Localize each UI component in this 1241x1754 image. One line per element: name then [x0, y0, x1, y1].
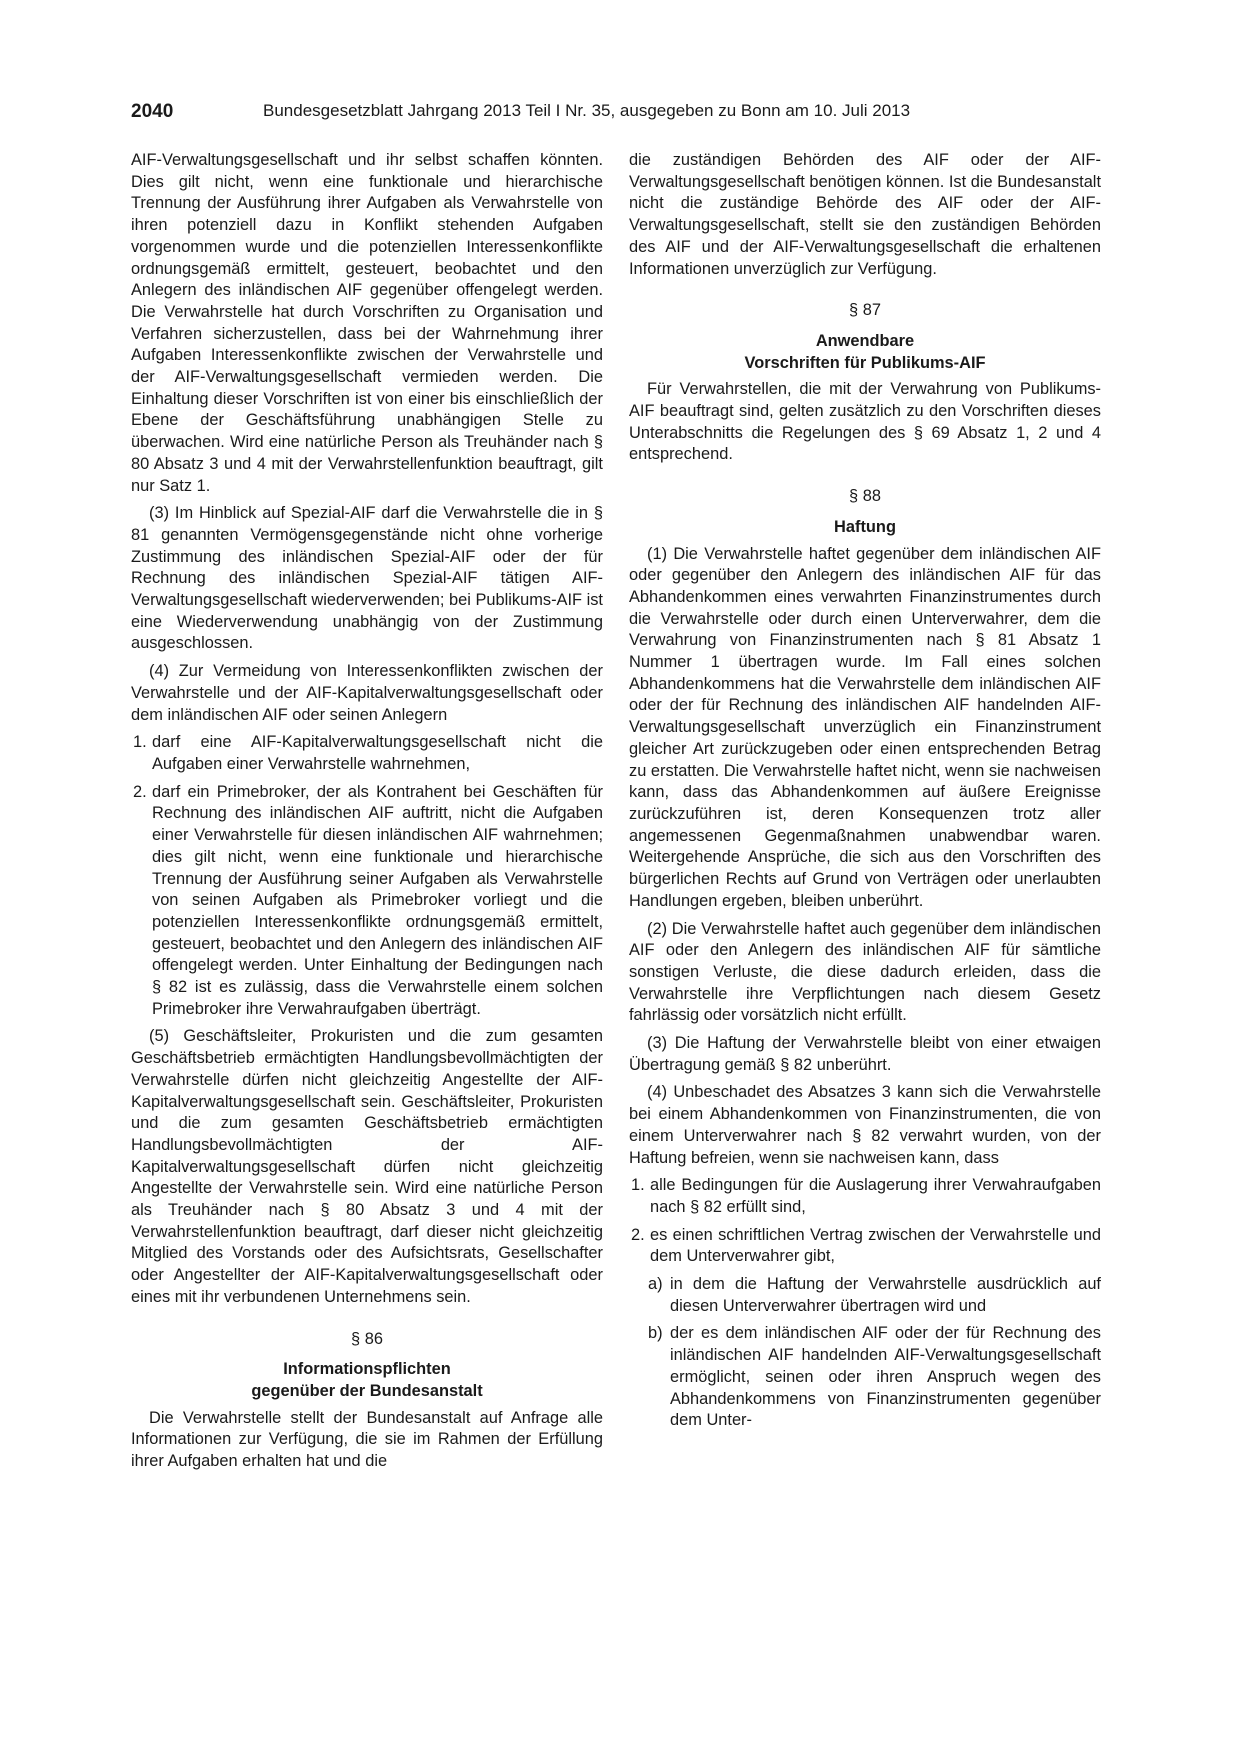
section-86-title [131, 1359, 603, 1402]
list-item [629, 1225, 1101, 1268]
section-87-paragraph-1: Für Verwahrstellen, die mit der Verwahrung von Publikums-AIF beauftragt sind, gelten zusätzlich zu den Vorschriften dieses Unterabschnitts die Regelungen des § 69 Absatz 1, 2 und 4 entsprechend. [629, 380, 1101, 464]
section-86-paragraph-1: Die Verwahrstelle stellt der Bundesanstalt auf Anfrage alle Informationen zur Verfügung, die sie im Rahmen der Erfüllung ihrer Aufgaben erhalten hat und die [131, 1408, 603, 1471]
section-88-paragraph-2: (2) Die Verwahrstelle haftet auch gegenüber dem inländischen AIF oder den Anlegern des inländischen AIF für sämtliche sonstigen Verluste, die diese dadurch erleiden, dass die Verwahrstelle ihre Verpflichtungen nach diesem Gesetz fahrlässig oder vorsätzlich nicht erfüllt. [629, 919, 1101, 1025]
left-column [131, 150, 603, 1479]
page-number: 2040 [131, 101, 174, 122]
list-marker: 1. [133, 733, 147, 752]
list-text: es einen schriftlichen Vertrag zwischen der Verwahrstelle und dem Unterverwahrer gibt, [650, 1225, 1101, 1266]
sub-list [648, 1274, 1101, 1432]
section-88-sign: § 88 [849, 487, 881, 506]
sub-list-text: der es dem inländischen AIF oder der für Rechnung des inländischen AIF handelnden AIF-Verwaltungsgesellschaft ermöglicht, seinen oder ihren Anspruch wegen des Abhandenkommens von Finanzinstrumenten gegenüber dem Unter- [670, 1324, 1101, 1430]
paragraph-continuation: AIF-Verwaltungsgesellschaft und ihr selbst schaffen könnten. Dies gilt nicht, wenn eine funktionale und hierarchische Trennung der Ausführung ihrer Aufgaben als Verwahrstelle von ihren potenziell dazu in Konflikt stehenden Aufgaben vorgenommen wurde und die potenziellen Interessenkonflikte ordnungsgemäß ermittelt, gesteuert, beobachtet und den Anlegern des inländischen AIF gegenüber offengelegt werden. Die Verwahrstelle hat durch Vorschriften zu Organisation und Verfahren sicherzustellen, dass bei der Wahrnehmung ihrer Aufgaben Interessenkonflikte zwischen der Verwahrstelle und der AIF-Verwaltungsgesellschaft vermieden werden. Die Einhaltung dieser Vorschriften ist von einer bis einschließlich der Ebene der Geschäftsführung unabhängigen Stelle zu überwachen. Wird eine natürliche Person als Treuhänder nach § 80 Absatz 3 und 4 mit der Verwahrstellenfunktion beauftragt, gilt nur Satz 1. [131, 151, 603, 495]
paragraph-3: (3) Im Hinblick auf Spezial-AIF darf die Verwahrstelle die in § 81 genannten Vermögensgegenstände nicht ohne vorherige Zustimmung des inländischen Spezial-AIF oder der für Rechnung des inländischen Spezial-AIF tätigen AIF-Verwaltungsgesellschaft wiederverwenden; bei Publikums-AIF ist eine Wiederverwendung unabhängig von der Zustimmung ausgeschlossen. [131, 504, 603, 653]
list-marker: 1. [631, 1176, 645, 1195]
list-item [629, 1175, 1101, 1218]
list-item [131, 782, 603, 1021]
list-marker: 2. [133, 782, 147, 801]
section-88-paragraph-4-intro: (4) Unbeschadet des Absatzes 3 kann sich die Verwahrstelle bei einem Abhandenkommen von Finanzinstrumenten, die von einem Unterverwahrer nach § 82 verwahrt wurden, von der Haftung befreien, wenn sie nachweisen kann, dass [629, 1083, 1101, 1167]
section-87-title-line-1: Anwendbare [815, 331, 915, 350]
section-86-sign: § 86 [351, 1329, 383, 1348]
list-text: darf eine AIF-Kapitalverwaltungsgesellschaft nicht die Aufgaben einer Verwahrstelle wahrnehmen, [152, 733, 603, 773]
list-text: alle Bedingungen für die Auslagerung ihrer Verwahraufgaben nach § 82 erfüllt sind, [650, 1176, 1101, 1216]
section-86-title-line-1: Informationspflichten [283, 1360, 451, 1379]
sub-list-marker: a) [648, 1275, 663, 1294]
section-87-title [629, 331, 1101, 374]
sub-list-item [648, 1323, 1101, 1432]
section-87-sign: § 87 [849, 301, 881, 320]
section-87-title-line-2: Vorschriften für Publikums-AIF [744, 353, 986, 372]
list-text: darf ein Primebroker, der als Kontrahent bei Geschäften für Rechnung des inländischen AIF auftritt, nicht die Aufgaben einer Verwahrstelle für diesen inländischen AIF wahrnehmen; dies gilt nicht, wenn eine funktionale und hierarchische Trennung der Ausführung seiner Aufgaben als Verwahrstelle von seinen Aufgaben als Primebroker vorliegt und die potenziellen Interessenkonflikte ordnungsgemäß ermittelt, gesteuert, beobachtet und den Anlegern des inländischen AIF offengelegt werden. Unter Einhaltung der Bedingungen nach § 82 ist es zulässig, dass die Verwahrstelle einem solchen Primebroker ihre Verwahraufgaben überträgt. [152, 782, 603, 1018]
paragraph-continuation: die zuständigen Behörden des AIF oder der AIF-Verwaltungsgesellschaft benötigen können. Ist die Bundesanstalt nicht die zuständige Behörde des AIF oder der AIF-Verwaltungsgesellschaft, stellt sie den zuständigen Behörden des AIF und der AIF-Verwaltungsgesellschaft die erhaltenen Informationen unverzüglich zur Verfügung. [629, 151, 1102, 278]
running-head: Bundesgesetzblatt Jahrgang 2013 Teil I Nr. 35, ausgegeben zu Bonn am 10. Juli 2013 [263, 101, 911, 120]
sub-list-marker: b) [648, 1324, 663, 1343]
paragraph-4-intro: (4) Zur Vermeidung von Interessenkonflikten zwischen der Verwahrstelle und der AIF-Kapitalverwaltungsgesellschaft oder dem inländischen AIF oder seinen Anlegern [131, 662, 603, 724]
sub-list-item [648, 1274, 1101, 1317]
sub-list-text: in dem die Haftung der Verwahrstelle ausdrücklich auf diesen Unterverwahrer übertragen wird und [670, 1275, 1101, 1315]
page-header [131, 101, 1101, 125]
section-88-title: Haftung [834, 517, 896, 536]
paragraph-5: (5) Geschäftsleiter, Prokuristen und die zum gesamten Geschäftsbetrieb ermächtigten Handlungsbevollmächtigten der Verwahrstelle dürfen nicht gleichzeitig Angestellte der AIF-Kapitalverwaltungsgesellschaft sein. Geschäftsleiter, Prokuristen und die zum gesamten Geschäftsbetrieb ermächtigten Handlungsbevollmächtigten der AIF-Kapitalverwaltungsgesellschaft dürfen nicht gleichzeitig Angestellte der Verwahrstelle sein. Wird eine natürliche Person als Treuhänder nach § 80 Absatz 3 und 4 mit der Verwahrstellenfunktion beauftragt, darf dieser nicht gleichzeitig Mitglied des Vorstands oder des Aufsichtsrats, Gesellschafter oder Angestellter der AIF-Kapitalverwaltungsgesellschaft oder eines mit ihr verbundenen Unternehmens sein. [131, 1027, 603, 1306]
list-item [131, 732, 603, 775]
section-88-paragraph-4-list [629, 1175, 1101, 1432]
section-88-paragraph-1: (1) Die Verwahrstelle haftet gegenüber dem inländischen AIF oder gegenüber den Anlegern des inländischen AIF für das Abhandenkommen eines verwahrten Finanzinstrumentes durch die Verwahrstelle oder durch einen Unterverwahrer, dem die Verwahrung von Finanzinstrumenten nach § 81 Absatz 1 Nummer 1 übertragen wurde. Im Fall eines solchen Abhandenkommens hat die Verwahrstelle dem inländischen AIF oder der für Rechnung des inländischen AIF handelnden AIF-Verwaltungsgesellschaft unverzüglich ein Finanzinstrument gleicher Art zurückzugeben oder einen entsprechenden Betrag zu erstatten. Die Verwahrstelle haftet nicht, wenn sie nachweisen kann, dass das Abhandenkommen auf äußere Ereignisse zurückzuführen ist, deren Konsequenzen trotz aller angemessenen Gegenmaßnahmen unabwendbar waren. Weitergehende Ansprüche, die sich aus den Vorschriften des bürgerlichen Rechts auf Grund von Verträgen oder unerlaubten Handlungen ergeben, bleiben unberührt. [629, 544, 1101, 910]
list-marker: 2. [631, 1225, 645, 1244]
paragraph-4-list [131, 732, 603, 1020]
section-88-paragraph-3: (3) Die Haftung der Verwahrstelle bleibt von einer etwaigen Übertragung gemäß § 82 unberührt. [629, 1034, 1101, 1074]
section-86-title-line-2: gegenüber der Bundesanstalt [251, 1381, 483, 1400]
right-column [629, 150, 1101, 1438]
